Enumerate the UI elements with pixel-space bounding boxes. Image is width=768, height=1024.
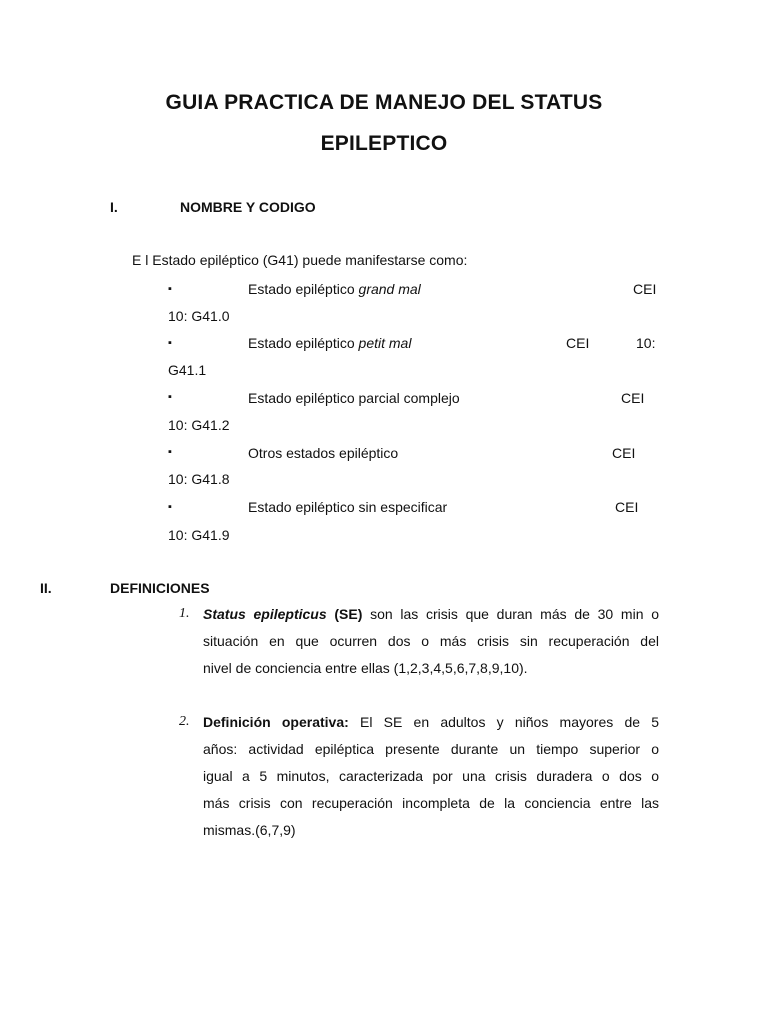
- document-title-line-1: GUIA PRACTICA DE MANEJO DEL STATUS: [165, 91, 603, 114]
- definition-1-text: [203, 601, 659, 682]
- code-item-2-system: CEI: [566, 335, 590, 351]
- definition-1-number: 1.: [179, 606, 190, 621]
- code-item-3-system: CEI: [621, 390, 645, 406]
- code-item-3-code: 10: G41.2: [168, 417, 230, 433]
- code-item-4-code: 10: G41.8: [168, 471, 230, 487]
- bullet-icon: ▪: [168, 283, 172, 295]
- code-item-1-code: 10: G41.0: [168, 308, 230, 324]
- code-item-4-system: CEI: [612, 445, 636, 461]
- code-item-1-label: Estado epiléptico grand mal: [248, 281, 421, 297]
- definition-2-line-5: mismas.(6,7,9): [203, 821, 296, 838]
- code-item-5-code: 10: G41.9: [168, 527, 230, 543]
- bullet-icon: ▪: [168, 501, 172, 513]
- definition-1-line-1: Status epilepticus (SE) son las crisis que duran más de 30 min o: [203, 606, 659, 622]
- section-2-heading: DEFINICIONES: [110, 580, 210, 596]
- definition-2-text: [203, 709, 659, 844]
- section-1-number: I.: [110, 199, 118, 215]
- bullet-icon: ▪: [168, 391, 172, 403]
- definition-1-line-2: situación en que ocurren dos o más crisis sin recuperación del: [203, 632, 659, 649]
- code-item-2-code-prefix: 10:: [636, 335, 656, 351]
- code-item-2-label: Estado epiléptico petit mal: [248, 335, 412, 351]
- definition-2-line-4: más crisis con recuperación incompleta de la conciencia entre las: [203, 794, 659, 811]
- definition-2-line-2: años: actividad epiléptica presente durante un tiempo superior o: [203, 740, 659, 757]
- bullet-icon: ▪: [168, 446, 172, 458]
- bullet-icon: ▪: [168, 337, 172, 349]
- section-2-number: II.: [40, 580, 52, 596]
- code-item-3-label: Estado epiléptico parcial complejo: [248, 390, 460, 406]
- definition-2-line-1: Definición operativa: El SE en adultos y niños mayores de 5: [203, 714, 660, 730]
- code-item-1-system: CEI: [633, 281, 657, 297]
- section-1-heading: NOMBRE Y CODIGO: [180, 199, 316, 215]
- definition-2-line-3: igual a 5 minutos, caracterizada por una crisis duradera o dos o: [203, 767, 659, 784]
- definition-2-number: 2.: [179, 714, 190, 729]
- code-item-4-label: Otros estados epiléptico: [248, 445, 399, 461]
- definition-1-line-3: nivel de conciencia entre ellas (1,2,3,4,5,6,7,8,9,10).: [203, 659, 528, 676]
- code-item-5-label: Estado epiléptico sin especificar: [248, 499, 448, 515]
- code-item-5-system: CEI: [615, 499, 639, 515]
- document-title-line-2: EPILEPTICO: [320, 132, 448, 155]
- section-1-intro: E l Estado epiléptico (G41) puede manifestarse como:: [132, 252, 468, 268]
- code-item-2-code: G41.1: [168, 362, 207, 378]
